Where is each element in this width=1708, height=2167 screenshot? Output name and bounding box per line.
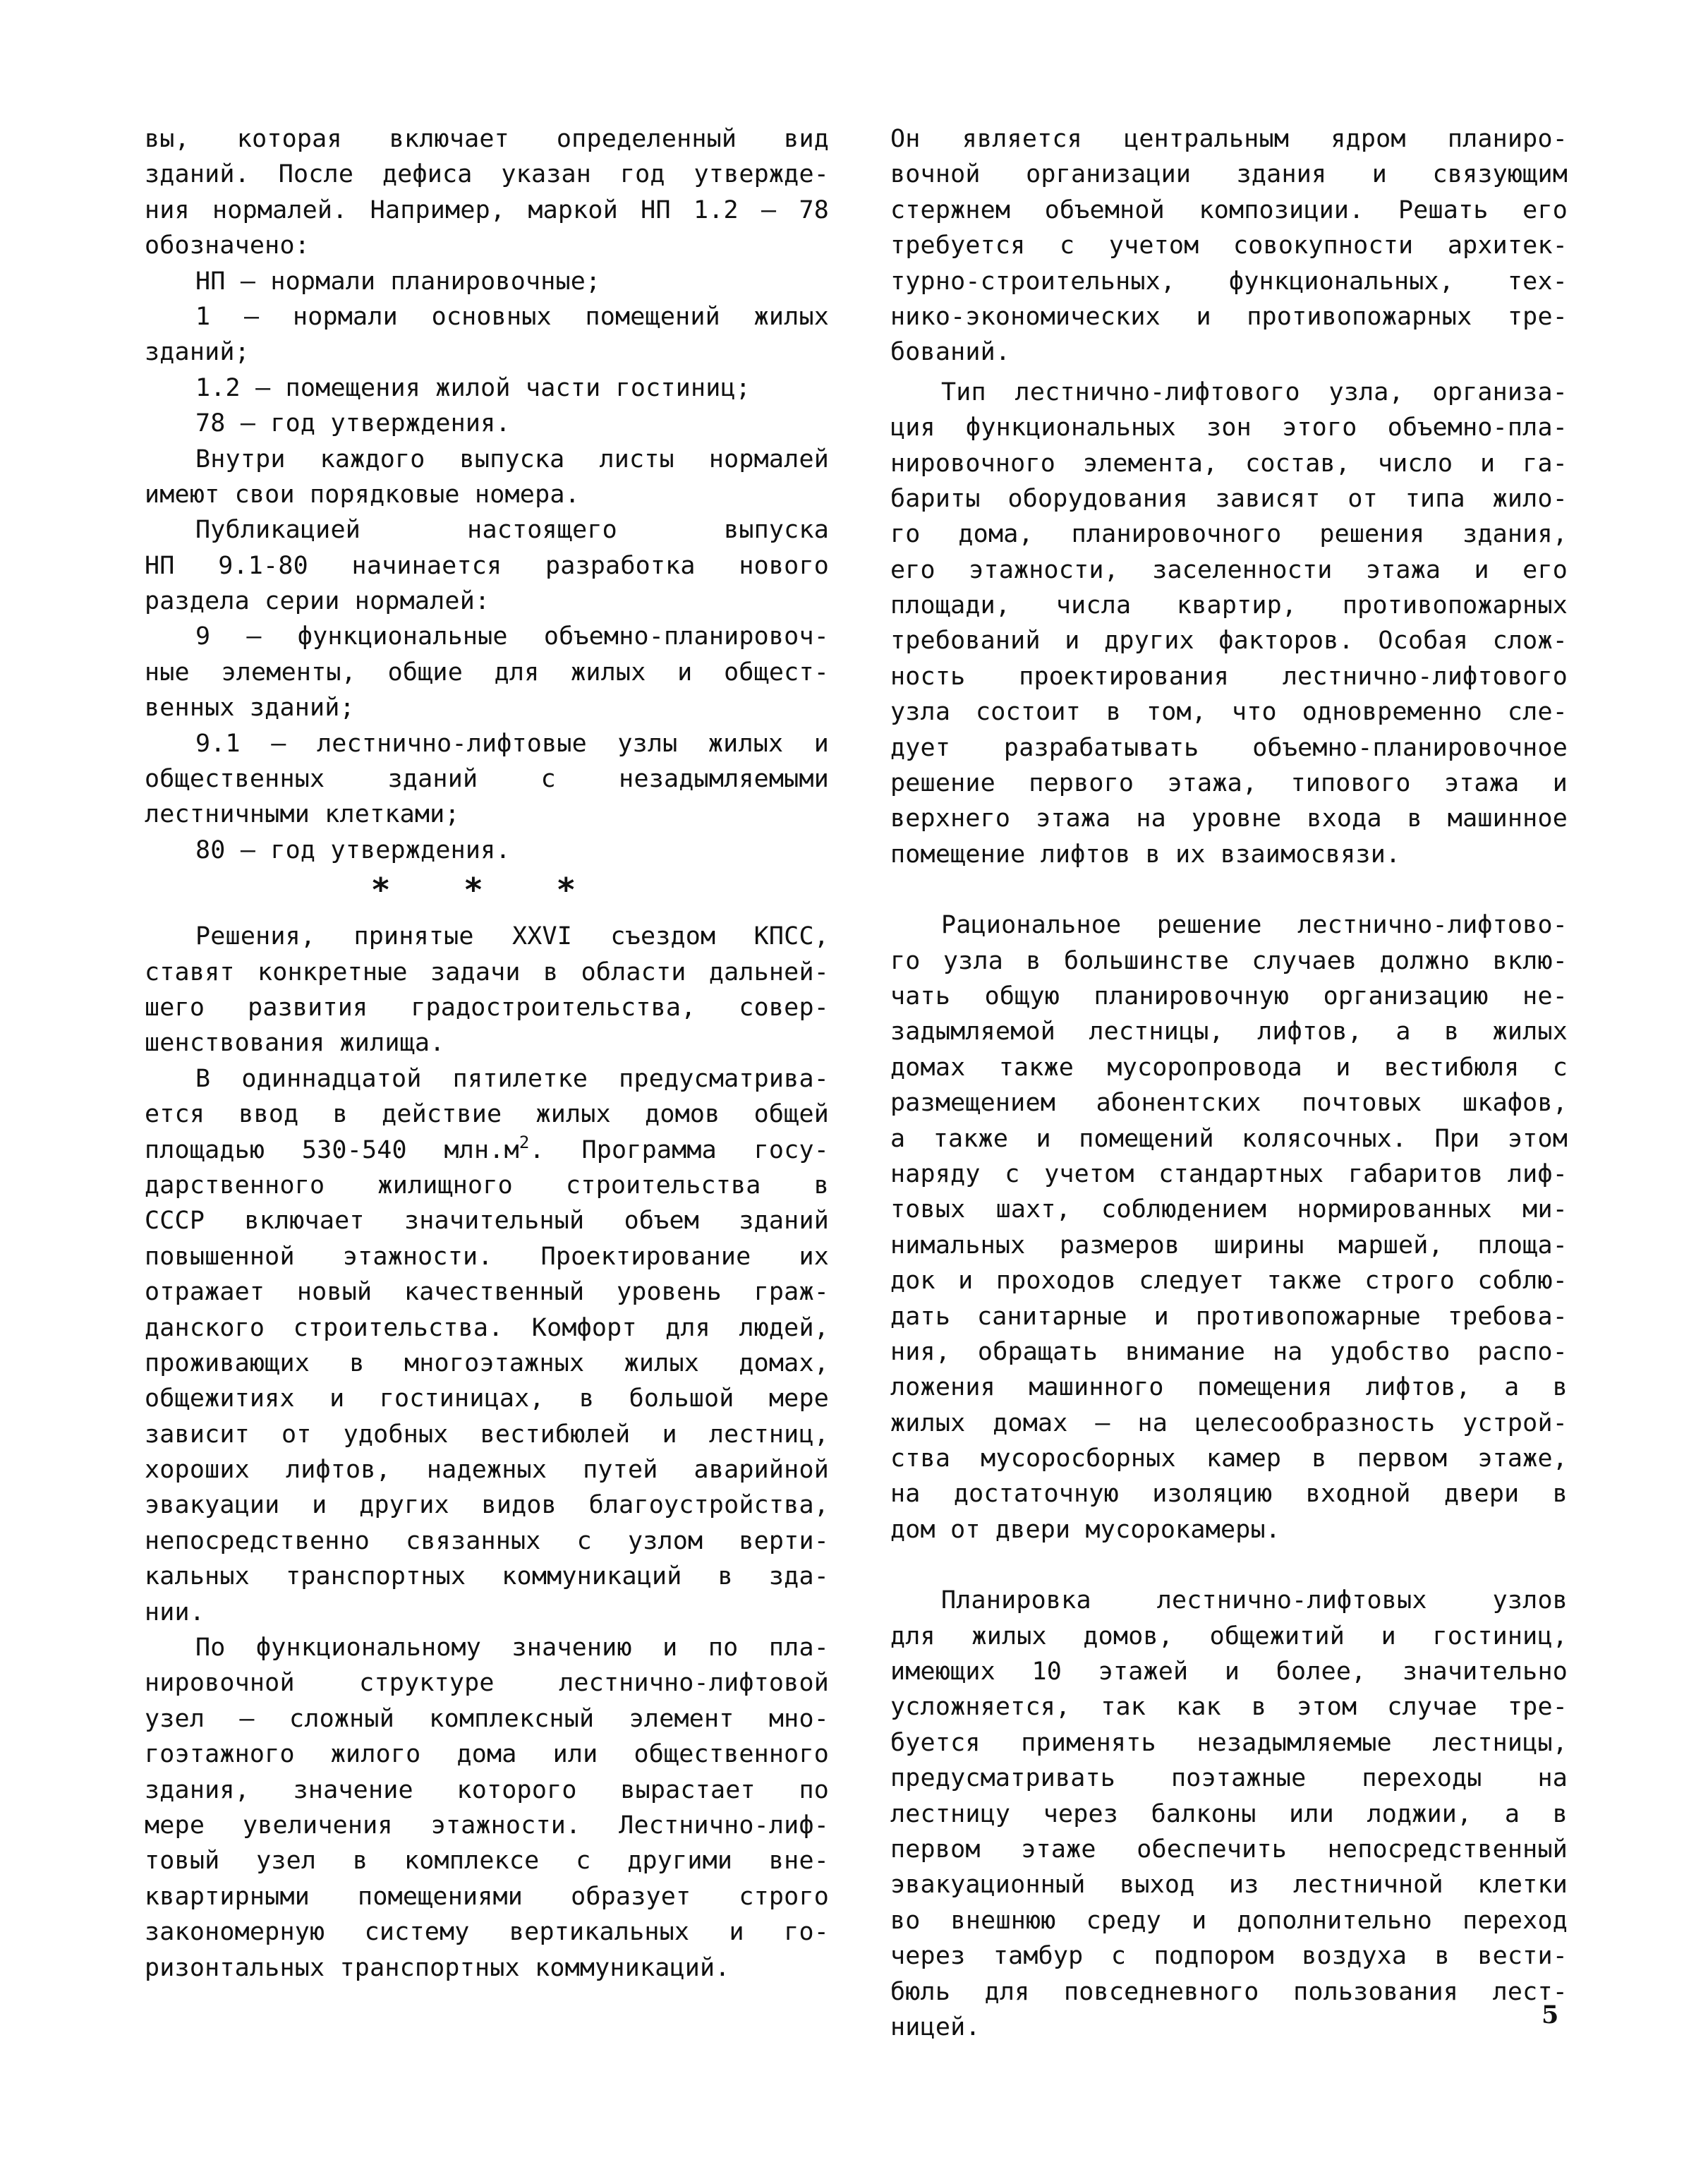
text-line: бариты оборудования зависят от типа жило- <box>890 484 1568 513</box>
text-line: Тип лестнично-лифтового узла, организа- <box>941 378 1568 406</box>
paragraph <box>145 1061 829 1630</box>
text-line: В одиннадцатой пятилетке предусматрива- <box>195 1064 829 1093</box>
text-line: через тамбур с подпором воздуха в вести- <box>890 1942 1568 1971</box>
paragraph <box>890 1583 1568 2045</box>
text-line: ния нормалей. Например, маркой НП 1.2 – 78 <box>145 195 829 224</box>
text-line: НП – нормали планировочные; <box>195 267 601 296</box>
superscript: 2 <box>519 1132 530 1152</box>
text-line: здания, значение которого вырастает по <box>145 1775 829 1804</box>
text-line: узла состоит в том, что одновременно сле- <box>890 698 1568 727</box>
text-line: лестницу через балконы или лоджии, а в <box>890 1799 1568 1828</box>
text-line: лестничными клетками; <box>145 800 460 829</box>
text-line: нии. <box>145 1598 205 1626</box>
text-line: зависит от удобных вестибюлей и лестниц, <box>145 1420 829 1449</box>
legend-list <box>145 264 829 442</box>
text-line: бований. <box>890 338 1011 367</box>
text-line: узел – сложный комплексный элемент мно- <box>145 1704 829 1733</box>
text-line: Публикацией настоящего выпуска <box>195 516 829 545</box>
text-line: товый узел в комплексе с другими вне- <box>145 1847 829 1876</box>
text-line: ния, обращать внимание на удобство распо- <box>890 1337 1568 1366</box>
text-line: 9.1 – лестнично-лифтовые узлы жилых и <box>195 729 829 758</box>
text-line: размещением абонентских почтовых шкафов, <box>890 1089 1568 1118</box>
text-line: первом этаже обеспечить непосредственный <box>890 1835 1568 1864</box>
text-line: ные элементы, общие для жилых и общест- <box>145 658 829 687</box>
text-line: во внешнюю среду и дополнительно переход <box>890 1906 1568 1935</box>
text-line: проживающих в многоэтажных жилых домах, <box>145 1348 829 1377</box>
text-line: решение первого этажа, типового этажа и <box>890 769 1568 798</box>
text-line: Планировка лестнично-лифтовых узлов <box>941 1586 1568 1615</box>
text-line: 9 – функциональные объемно-планировоч- <box>195 622 829 651</box>
text-line: ризонтальных транспортных коммуникаций. <box>145 1953 730 1982</box>
text-line: бюль для повседневного пользования лест- <box>890 1977 1568 2006</box>
text-line: квартирными помещениями образует строго <box>145 1882 829 1911</box>
text-line: дарственного жилищного строительства в <box>145 1171 829 1200</box>
text-line: нимальных размеров ширины маршей, площа- <box>890 1231 1568 1260</box>
text-line: закономерную систему вертикальных и го- <box>145 1918 829 1947</box>
page-number: 5 <box>1542 2000 1559 2029</box>
text-line: для жилых домов, общежитий и гостиниц, <box>890 1622 1568 1650</box>
text-line: шего развития градостроительства, совер- <box>145 993 829 1022</box>
text-line-with-superscript <box>145 1133 829 1168</box>
text-line: буется применять незадымляемые лестницы, <box>890 1728 1568 1757</box>
text-line: нировочной структуре лестнично-лифтовой <box>145 1669 829 1698</box>
text-line: дует разрабатывать объемно-планировочное <box>890 733 1568 762</box>
text-line: шенствования жилища. <box>145 1029 445 1058</box>
text-line: дать санитарные и противопожарные требова- <box>890 1302 1568 1331</box>
text-line: Решения, принятые XXVI съездом КПСС, <box>195 922 829 951</box>
text-line: требований и других факторов. Особая слож- <box>890 627 1568 656</box>
text-line: нико-экономических и противопожарных тре- <box>890 302 1568 331</box>
text-line: стержнем объемной композиции. Решать его <box>890 195 1568 224</box>
text-line: СССР включает значительный объем зданий <box>145 1207 829 1236</box>
text-line: НП 9.1-80 начинается разработка нового <box>145 551 829 580</box>
text-line: ция функциональных зон этого объемно-пла- <box>890 414 1568 442</box>
text-line: домах также мусоропровода и вестибюля с <box>890 1053 1568 1082</box>
text-line: имеют свои порядковые номера. <box>145 480 580 509</box>
text-line: жилых домах – на целесообразность устрой- <box>890 1408 1568 1437</box>
text-line: предусматривать поэтажные переходы на <box>890 1764 1568 1793</box>
right-column <box>890 121 1568 2045</box>
text-line: кальных транспортных коммуникаций в зда- <box>145 1562 829 1591</box>
text-line: на достаточную изоляцию входной двери в <box>890 1480 1568 1509</box>
text-line: Он является центральным ядром планиро- <box>890 125 1568 153</box>
text-line: верхнего этажа на уровне входа в машинное <box>890 804 1568 833</box>
text-fragment: . Программа госу- <box>529 1135 830 1164</box>
text-line: турно-строительных, функциональных, тех- <box>890 267 1568 296</box>
paragraph <box>890 375 1568 872</box>
text-line: требуется с учетом совокупности архитек- <box>890 231 1568 260</box>
paragraph <box>890 907 1568 1547</box>
text-line: мере увеличения этажности. Лестнично-лиф- <box>145 1811 829 1840</box>
text-line: общежитиях и гостиницах, в большой мере <box>145 1384 829 1413</box>
text-line: ницей. <box>890 2012 981 2041</box>
text-line: товых шахт, соблюдением нормированных ми- <box>890 1195 1568 1224</box>
text-line: док и проходов следует также строго соблю- <box>890 1267 1568 1296</box>
text-line: зданий. После дефиса указан год утвержде- <box>145 160 829 189</box>
text-line: эвакуационный выход из лестничной клетки <box>890 1871 1568 1900</box>
text-line: дом от двери мусорокамеры. <box>890 1515 1281 1544</box>
text-line: гоэтажного жилого дома или общественного <box>145 1740 829 1769</box>
text-line: нировочного элемента, состав, число и га- <box>890 449 1568 478</box>
text-line: зданий; <box>145 338 250 367</box>
text-line: го узла в большинстве случаев должно вклю- <box>890 946 1568 975</box>
text-line: Рациональное решение лестнично-лифтово- <box>941 911 1568 940</box>
legend-list <box>145 619 829 868</box>
text-line: венных зданий; <box>145 694 355 723</box>
text-line: а также и помещений колясочных. При этом <box>890 1124 1568 1153</box>
text-line: данского строительства. Комфорт для людей, <box>145 1313 829 1342</box>
text-fragment: площадью 530-540 млн.м <box>145 1135 519 1164</box>
paragraph <box>145 919 829 1061</box>
text-line: наряду с учетом стандартных габаритов лиф- <box>890 1159 1568 1188</box>
text-line: непосредственно связанных с узлом верти- <box>145 1526 829 1555</box>
text-line: имеющих 10 этажей и более, значительно <box>890 1658 1568 1686</box>
text-line: помещение лифтов в их взаимосвязи. <box>890 840 1401 869</box>
text-line: задымляемой лестницы, лифтов, а в жилых <box>890 1018 1568 1046</box>
paragraph <box>145 1630 829 1986</box>
text-line: вы, которая включает определенный вид <box>145 125 829 153</box>
text-line: раздела серии нормалей: <box>145 587 490 616</box>
left-column <box>145 121 829 1986</box>
text-line: ставят конкретные задачи в области дальней- <box>145 958 829 986</box>
text-line: повышенной этажности. Проектирование их <box>145 1242 829 1271</box>
text-line: го дома, планировочного решения здания, <box>890 520 1568 549</box>
text-line: вочной организации здания и связующим <box>890 160 1568 189</box>
paragraph <box>145 442 829 513</box>
text-line: ется ввод в действие жилых домов общей <box>145 1100 829 1129</box>
text-line: его этажности, заселенности этажа и его <box>890 555 1568 584</box>
text-line: общественных зданий с незадымляемыми <box>145 765 829 794</box>
text-line: 1 – нормали основных помещений жилых <box>195 302 829 331</box>
text-line: площади, числа квартир, противопожарных <box>890 591 1568 620</box>
text-line: 78 – год утверждения. <box>195 409 511 438</box>
paragraph <box>145 121 829 264</box>
text-line: ложения машинного помещения лифтов, а в <box>890 1373 1568 1402</box>
text-line: ства мусоросборных камер в первом этаже, <box>890 1444 1568 1473</box>
section-separator: * * * <box>370 871 603 910</box>
text-line: усложняется, так как в этом случае тре- <box>890 1693 1568 1722</box>
text-line: Внутри каждого выпуска листы нормалей <box>195 445 829 473</box>
text-line: отражает новый качественный уровень граж- <box>145 1278 829 1307</box>
text-line: По функциональному значению и по пла- <box>195 1634 829 1662</box>
text-line: ность проектирования лестнично-лифтового <box>890 662 1568 691</box>
text-line: чать общую планировочную организацию не- <box>890 982 1568 1010</box>
text-line: эвакуации и других видов благоустройства, <box>145 1491 829 1520</box>
text-line: 1.2 – помещения жилой части гостиниц; <box>195 373 751 402</box>
paragraph <box>890 121 1568 370</box>
paragraph <box>145 512 829 619</box>
text-line: хороших лифтов, надежных путей аварийной <box>145 1456 829 1485</box>
text-line: обозначено: <box>145 231 310 260</box>
text-line: 80 – год утверждения. <box>195 835 511 864</box>
